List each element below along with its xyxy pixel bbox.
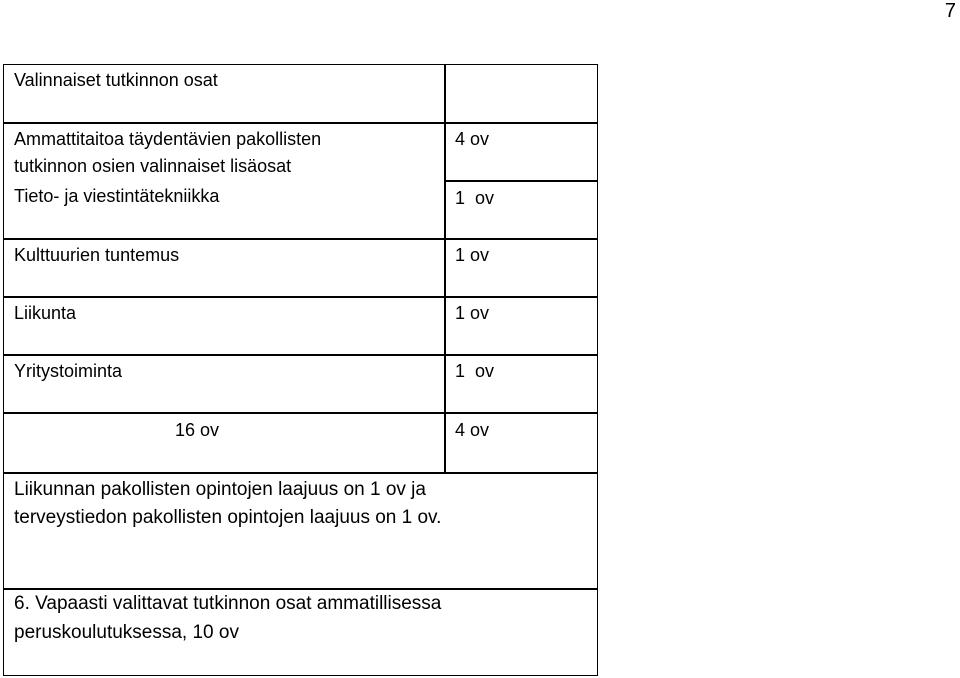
liikunta-label: Liikunta [14,303,77,323]
totals-left-value: 16 ov [175,420,220,440]
liikunta-value: 1 ov [455,303,490,323]
yritys-label: Yritystoiminta [14,361,123,381]
lisaosat-label-line1: Ammattitaitoa täydentävien pakollisten [14,129,322,149]
header-right-cell [444,64,598,124]
kulttuuri-label: Kulttuurien tuntemus [14,245,180,265]
kulttuuri-value: 1 ov [455,245,490,265]
table-header: Valinnaiset tutkinnon osat [14,70,218,90]
totals-left [3,412,446,474]
section6-line1: 6. Vapaasti valittavat tutkinnon osat ammatillisessa [14,593,442,614]
yritys-value: 1 ov [455,361,495,381]
note-line1: Liikunnan pakollisten opintojen laajuus on 1 ov ja [14,479,426,500]
lisaosat-label-line2: tutkinnon osien valinnaiset lisäosat [14,156,292,176]
tieto-label: Tieto- ja viestintätekniikka [14,186,220,206]
note-line2: terveystiedon pakollisten opintojen laajuus on 1 ov. [14,507,442,528]
totals-right-value: 4 ov [455,420,490,440]
lisaosat-value: 4 ov [455,129,490,149]
page-number: 7 [944,0,956,22]
tieto-value: 1 ov [455,188,495,208]
section6-line2: peruskoulutuksessa, 10 ov [14,622,239,643]
